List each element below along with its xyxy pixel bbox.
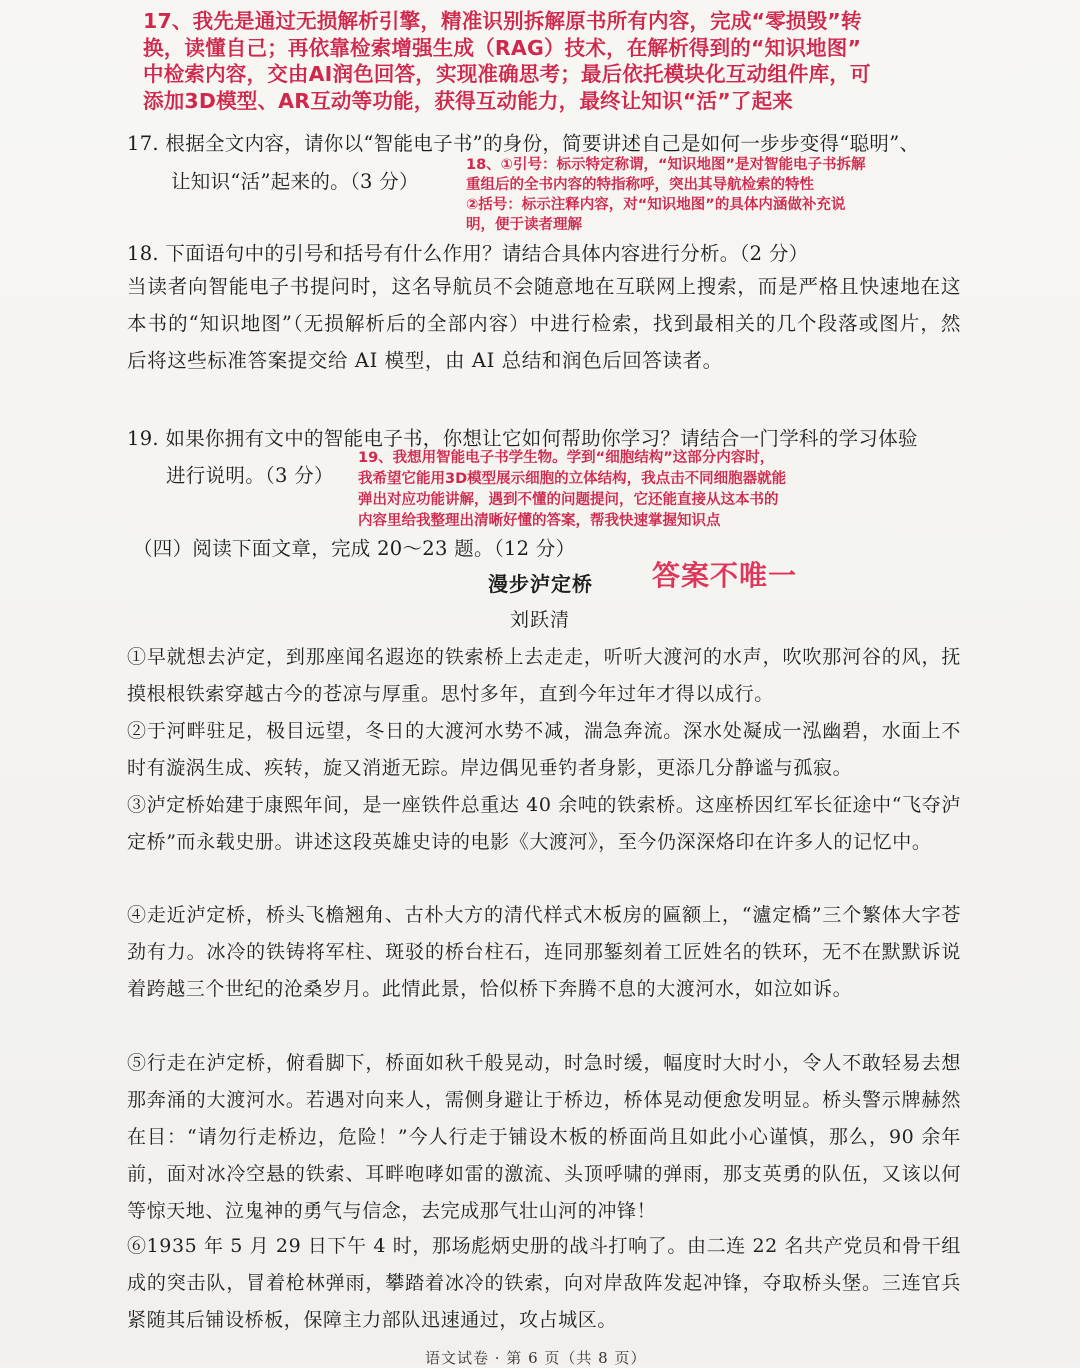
question-17: 17. 根据全文内容，请你以“智能电子书”的身份，简要讲述自己是如何一步步变得“聪明”、	[127, 132, 920, 155]
q19-answer-note	[358, 448, 786, 532]
q17-note-line: 17、我先是通过无损解析引擎，精准识别拆解原书所有内容，完成“零损毁”转	[143, 9, 862, 33]
q18-note-line: 18、①引号：标示特定称谓，“知识地图”是对智能电子书拆解	[466, 157, 866, 173]
article-paragraph-1: ①早就想去泸定，到那座闻名遐迩的铁索桥上去走走，听听大渡河的水声，吹吹那河谷的风，抚摸根根铁索穿越古今的苍凉与厚重。思忖多年，直到今年过年才得以成行。	[127, 646, 961, 705]
question-18: 18. 下面语句中的引号和括号有什么作用？请结合具体内容进行分析。（2 分）	[127, 242, 809, 265]
q17-note-line: 添加3D模型、AR互动等功能，获得互动能力，最终让知识“活”了起来	[143, 88, 793, 113]
article-paragraph-5: ⑤行走在泸定桥，俯看脚下，桥面如秋千般晃动，时急时缓，幅度时大时小，令人不敢轻易去想那奔涌的大渡河水。若遇对向来人，需侧身避让于桥边，桥体晃动便愈发明显。桥头警示牌赫然在目：“请勿行走桥边，危险！”今人行走于铺设木板的桥面尚且如此小心谨慎，那么，90 余年前，面对冰冷空悬的铁索、耳畔咆哮如雷的激流、头顶呼啸的弹雨，那支英勇的队伍，又该以何等惊天地、泣鬼神的勇气与信念，去完成那气壮山河的冲锋！	[127, 1052, 961, 1222]
article-paragraph-4: ④走近泸定桥，桥头飞檐翘角、古朴大方的清代样式木板房的匾额上，“瀘定橋”三个繁体大字苍劲有力。冰冷的铁铸将军柱、斑驳的桥台柱石，连同那錾刻着工匠姓名的铁环，无不在默默诉说着跨越三个世纪的沧桑岁月。此情此景，恰似桥下奔腾不息的大渡河水，如泣如诉。	[127, 904, 961, 1000]
article-author: 刘跃清	[510, 609, 571, 631]
q19-note-line: 弹出对应功能讲解，遇到不懂的问题提问，它还能直接从这本书的	[358, 492, 779, 508]
q18-note-line: ②括号：标示注释内容，对“知识地图”的具体内涵做补充说	[466, 197, 846, 213]
q18-answer-note	[466, 155, 866, 235]
question-19: 19. 如果你拥有文中的智能电子书，你想让它如何帮助你学习？请结合一门学科的学习体验	[127, 427, 918, 450]
section-4-heading: （四）阅读下面文章，完成 20～23 题。（12 分）	[133, 537, 576, 560]
question-19-cont: 进行说明。（3 分）	[166, 464, 334, 487]
article-title: 漫步泸定桥	[488, 572, 593, 596]
page-footer: 语文试卷 · 第 6 页（共 8 页）	[425, 1349, 647, 1367]
article-paragraph-3: ③泸定桥始建于康熙年间，是一座铁件总重达 40 余吨的铁索桥。这座桥因红军长征途中“飞夺泸定桥”而永载史册。讲述这段英雄史诗的电影《大渡河》，至今仍深深烙印在许多人的记忆中。	[127, 794, 961, 853]
q19-note-line: 我希望它能用3D模型展示细胞的立体结构，我点击不同细胞器就能	[358, 471, 787, 487]
question-17-cont: 让知识“活”起来的。（3 分）	[171, 170, 419, 193]
q19-note-line: 19、我想用智能电子书学生物。学到“细胞结构”这部分内容时，	[358, 450, 775, 466]
question-18-quote: 当读者向智能电子书提问时，这名导航员不会随意地在互联网上搜索，而是严格且快速地在这本书的“知识地图”（无损解析后的全部内容）中进行检索，找到最相关的几个段落或图片，然后将这些标准答案提交给 AI 模型，由 AI 总结和润色后回答读者。	[127, 275, 961, 372]
answer-not-unique-stamp: 答案不唯一	[652, 559, 798, 592]
article-paragraph-6: ⑥1935 年 5 月 29 日下午 4 时，那场彪炳史册的战斗打响了。由二连 22 名共产党员和骨干组成的突击队，冒着枪林弹雨，攀踏着冰冷的铁索，向对岸敌阵发起冲锋，夺取桥头堡。三连官兵紧随其后铺设桥板，保障主力部队迅速通过，攻占城区。	[127, 1235, 961, 1331]
article-paragraph-2: ②于河畔驻足，极目远望，冬日的大渡河水势不减，湍急奔流。深水处凝成一泓幽碧，水面上不时有漩涡生成、疾转，旋又消逝无踪。岸边偶见垂钓者身影，更添几分静谧与孤寂。	[127, 720, 961, 779]
q18-note-line: 重组后的全书内容的特指称呼，突出其导航检索的特性	[466, 177, 814, 193]
q17-note-line: 中检索内容，交由AI润色回答，实现准确思考；最后依托模块化互动组件库，可	[143, 62, 871, 86]
q19-note-line: 内容里给我整理出清晰好懂的答案，帮我快速掌握知识点	[358, 513, 721, 529]
q18-note-line: 明，便于读者理解	[466, 217, 582, 233]
q17-answer-note	[143, 8, 871, 114]
q17-note-line: 换，读懂自己；再依靠检索增强生成（RAG）技术，在解析得到的“知识地图”	[143, 35, 862, 60]
